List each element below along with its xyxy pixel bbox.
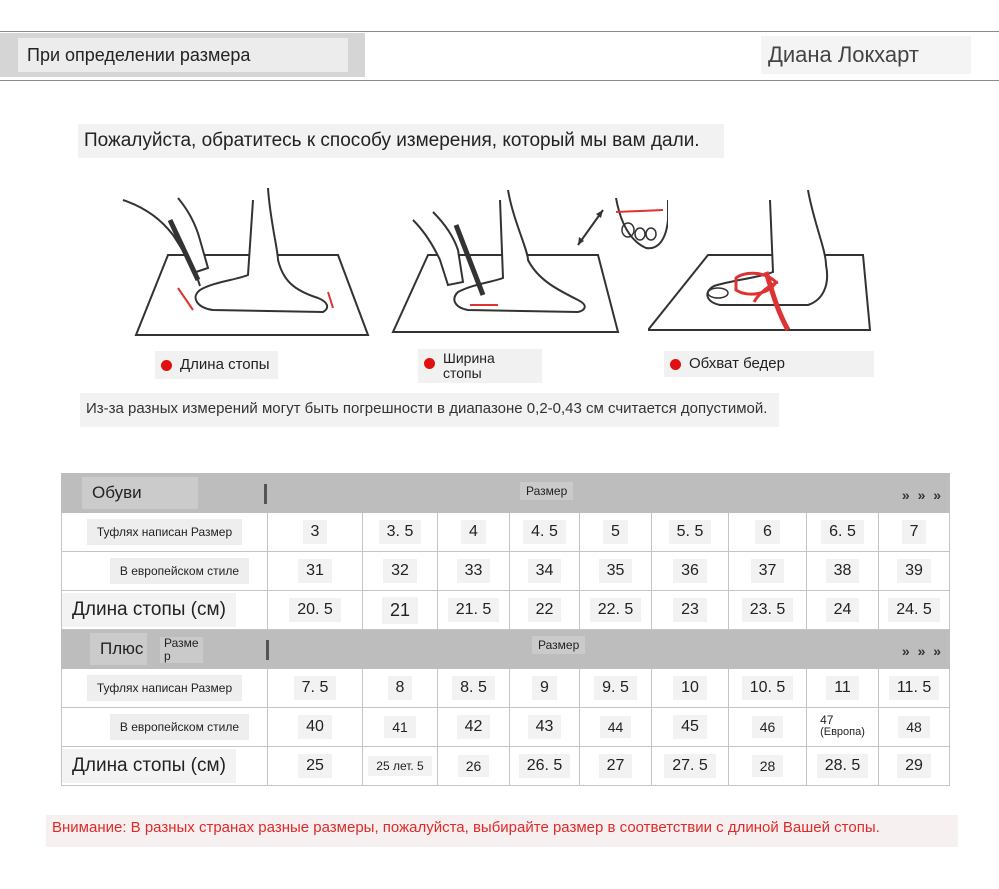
row-label: В европейском стиле bbox=[62, 552, 268, 591]
table-cell: 38 bbox=[807, 552, 879, 591]
red-dot-icon bbox=[424, 358, 435, 369]
row-label: Туфлях написан Размер bbox=[62, 513, 268, 552]
table-cell: 27 bbox=[580, 747, 652, 786]
table-row bbox=[62, 708, 950, 747]
table1-header-row bbox=[62, 474, 950, 513]
table-cell: 9 bbox=[510, 669, 580, 708]
table2-header-small: Разме р bbox=[160, 637, 203, 663]
intro-text: Пожалуйста, обратитесь к способу измерения, который мы вам дали. bbox=[78, 124, 724, 158]
table-cell: 9. 5 bbox=[580, 669, 652, 708]
table-cell: 26 bbox=[438, 747, 510, 786]
table-cell: 39 bbox=[879, 552, 950, 591]
table-cell: 28. 5 bbox=[807, 747, 879, 786]
red-dot-icon bbox=[670, 359, 681, 370]
table-cell: 24 bbox=[807, 591, 879, 630]
chevron-right-icon: » » » bbox=[901, 487, 944, 503]
header-rule bbox=[0, 80, 999, 81]
table-row bbox=[62, 552, 950, 591]
table2-header-row bbox=[62, 630, 950, 669]
table-cell: 22 bbox=[510, 591, 580, 630]
tolerance-note: Из-за разных измерений могут быть погрешности в диапазоне 0,2-0,43 см считается допустимой. bbox=[80, 393, 779, 427]
table-cell: 26. 5 bbox=[510, 747, 580, 786]
table-cell: 22. 5 bbox=[580, 591, 652, 630]
table-cell: 4. 5 bbox=[510, 513, 580, 552]
table-cell: 34 bbox=[510, 552, 580, 591]
table-cell: 5. 5 bbox=[652, 513, 729, 552]
table-cell: 8. 5 bbox=[438, 669, 510, 708]
table1-header-label: Обуви bbox=[82, 477, 198, 509]
table-cell: 42 bbox=[438, 708, 510, 747]
table-cell: 41 bbox=[363, 708, 438, 747]
legend-foot-width: Ширина стопы bbox=[418, 349, 542, 383]
foot-width-illustration bbox=[388, 190, 668, 340]
table-cell: 29 bbox=[879, 747, 950, 786]
row-label: Длина стопы (см) bbox=[62, 747, 268, 786]
table1-header-size: Размер bbox=[520, 482, 573, 500]
table-cell: 20. 5 bbox=[268, 591, 363, 630]
table-cell: 5 bbox=[580, 513, 652, 552]
table-cell: 24. 5 bbox=[879, 591, 950, 630]
brand-name: Диана Локхарт bbox=[761, 36, 971, 74]
divider-mark bbox=[264, 484, 267, 504]
table-cell: 36 bbox=[652, 552, 729, 591]
girth-illustration bbox=[648, 190, 873, 340]
table-cell: 27. 5 bbox=[652, 747, 729, 786]
legend-foot-length: Длина стопы bbox=[155, 351, 278, 379]
table-cell: 32 bbox=[363, 552, 438, 591]
row-label: В европейском стиле bbox=[62, 708, 268, 747]
table-cell: 25 bbox=[268, 747, 363, 786]
table-cell: 6 bbox=[729, 513, 807, 552]
table-cell: 6. 5 bbox=[807, 513, 879, 552]
table-cell: 11 bbox=[807, 669, 879, 708]
chevron-right-icon: » » » bbox=[901, 643, 944, 659]
table-cell: 23. 5 bbox=[729, 591, 807, 630]
row-label: Длина стопы (см) bbox=[62, 591, 268, 630]
table-cell: 7 bbox=[879, 513, 950, 552]
table2-header-size: Размер bbox=[532, 636, 585, 654]
table-row bbox=[62, 591, 950, 630]
red-dot-icon bbox=[161, 360, 172, 371]
table-row bbox=[62, 747, 950, 786]
table-cell: 31 bbox=[268, 552, 363, 591]
table-cell: 3 bbox=[268, 513, 363, 552]
table-cell: 4 bbox=[438, 513, 510, 552]
table2-header bbox=[62, 630, 950, 669]
table-cell: 3. 5 bbox=[363, 513, 438, 552]
size-table bbox=[61, 473, 950, 786]
table-cell: 46 bbox=[729, 708, 807, 747]
table-cell: 21. 5 bbox=[438, 591, 510, 630]
top-rule bbox=[0, 31, 999, 32]
table-cell: 48 bbox=[879, 708, 950, 747]
divider-mark bbox=[266, 640, 269, 660]
table-cell: 10 bbox=[652, 669, 729, 708]
table-cell: 11. 5 bbox=[879, 669, 950, 708]
foot-length-illustration bbox=[118, 180, 373, 340]
table-cell: 8 bbox=[363, 669, 438, 708]
page-title: При определении размера bbox=[18, 38, 348, 72]
title-bar bbox=[0, 33, 365, 77]
table-cell: 44 bbox=[580, 708, 652, 747]
table-row bbox=[62, 513, 950, 552]
table-row bbox=[62, 669, 950, 708]
table-cell: 37 bbox=[729, 552, 807, 591]
table2-header-label: Плюс bbox=[90, 633, 147, 665]
table-cell: 40 bbox=[268, 708, 363, 747]
table-cell: 10. 5 bbox=[729, 669, 807, 708]
table-cell: 45 bbox=[652, 708, 729, 747]
row-label: Туфлях написан Размер bbox=[62, 669, 268, 708]
table-cell: 47 (Европа) bbox=[807, 708, 879, 747]
table-cell: 25 лет. 5 bbox=[363, 747, 438, 786]
table-cell: 28 bbox=[729, 747, 807, 786]
table-cell: 33 bbox=[438, 552, 510, 591]
table-cell: 23 bbox=[652, 591, 729, 630]
table-cell: 35 bbox=[580, 552, 652, 591]
table-cell: 43 bbox=[510, 708, 580, 747]
size-warning: Внимание: В разных странах разные размеры, пожалуйста, выбирайте размер в соответствии с длиной Вашей стопы. bbox=[46, 815, 958, 847]
table-cell: 21 bbox=[363, 591, 438, 630]
table1-header bbox=[62, 474, 950, 513]
table-cell: 7. 5 bbox=[268, 669, 363, 708]
legend-girth: Обхват бедер bbox=[664, 351, 874, 377]
